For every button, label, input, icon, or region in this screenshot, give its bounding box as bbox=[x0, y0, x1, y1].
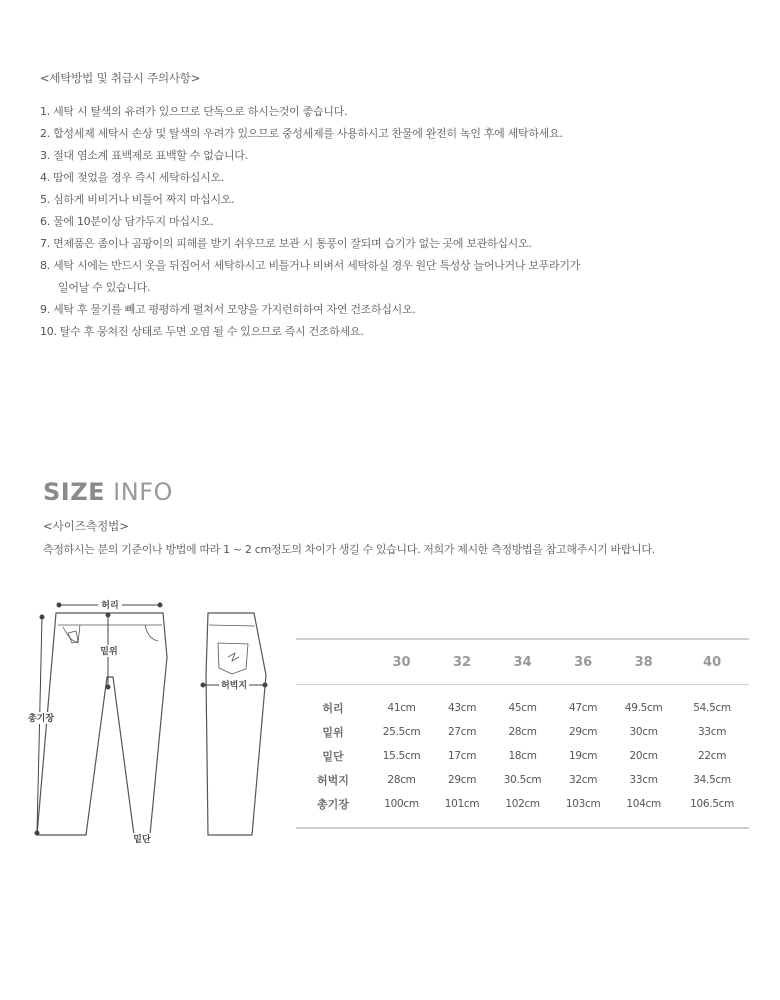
table-cell: 100cm bbox=[370, 792, 433, 828]
care-item: 2. 합성세제 세탁시 손상 및 탈색의 우려가 있으므로 중성세제를 사용하시고 찬물에 완전히 녹인 후에 세탁하세요. bbox=[40, 127, 563, 140]
table-cell: 29cm bbox=[569, 726, 598, 738]
table-cell: 102cm bbox=[491, 792, 554, 828]
table-cell: 43cm bbox=[447, 702, 477, 714]
table-cell: 19cm bbox=[569, 750, 598, 762]
care-item: 7. 면제품은 좀이나 곰팡이의 피해를 받기 쉬우므로 보관 시 통풍이 잘되며 습기가 없는 곳에 보관하십시오. bbox=[40, 237, 532, 250]
row-label: 밑단 bbox=[322, 750, 344, 763]
front-pants-outline bbox=[55, 611, 174, 835]
care-title: <세탁방법 및 취급시 주의사항> bbox=[40, 71, 201, 85]
table-row bbox=[296, 768, 749, 792]
care-item: 6. 물에 10분이상 담가두지 마십시오. bbox=[40, 215, 214, 228]
label-thigh: 허벅지 bbox=[220, 681, 248, 691]
size-header: 30 bbox=[370, 639, 433, 685]
care-item: 9. 세탁 후 물기를 빼고 평평하게 펼쳐서 모양을 가지런히하여 자연 건조하십시오. bbox=[40, 303, 416, 316]
size-header: 38 bbox=[612, 639, 675, 685]
size-header: 36 bbox=[554, 639, 612, 685]
table-cell: 49.5cm bbox=[624, 702, 663, 714]
table-cell: 30.5cm bbox=[503, 774, 542, 786]
row-label: 허벅지 bbox=[317, 774, 349, 787]
table-cell: 22cm bbox=[698, 750, 727, 762]
table-row bbox=[296, 792, 749, 828]
table-row bbox=[296, 720, 749, 744]
table-cell: 45cm bbox=[508, 702, 537, 714]
size-info-heading bbox=[43, 478, 173, 506]
table-cell: 33cm bbox=[698, 726, 727, 738]
label-length: 총기장 bbox=[27, 714, 55, 724]
table-cell: 17cm bbox=[447, 750, 477, 762]
row-label: 총기장 bbox=[296, 792, 370, 828]
table-cell: 28cm bbox=[387, 774, 416, 786]
care-item: 5. 심하게 비비거나 비틀어 짜지 마십시오. bbox=[40, 193, 235, 206]
table-cell: 33cm bbox=[629, 774, 658, 786]
table-cell: 47cm bbox=[569, 702, 598, 714]
size-header: 32 bbox=[433, 639, 491, 685]
table-cell: 54.5cm bbox=[693, 702, 731, 714]
row-label: 허리 bbox=[322, 702, 344, 715]
measure-method-desc: 측정하시는 분의 기준이나 방법에 따라 1 ~ 2 cm정도의 차이가 생길 수 있습니다. 저희가 제시한 측정방법을 참고해주시기 바랍니다. bbox=[43, 543, 655, 556]
size-heading-bold: SIZE bbox=[43, 478, 106, 506]
table-row bbox=[296, 685, 749, 721]
care-item: 3. 절대 염소계 표백제로 표백할 수 없습니다. bbox=[40, 149, 248, 162]
table-cell: 103cm bbox=[554, 792, 612, 828]
size-heading-light: INFO bbox=[113, 478, 173, 506]
table-cell: 25.5cm bbox=[382, 726, 421, 738]
care-item-continuation: 일어날 수 있습니다. bbox=[58, 281, 151, 294]
table-cell: 41cm bbox=[387, 702, 416, 714]
pants-diagram bbox=[20, 595, 285, 855]
table-cell: 104cm bbox=[612, 792, 675, 828]
table-row bbox=[296, 744, 749, 768]
table-cell: 15.5cm bbox=[382, 750, 421, 762]
size-header-empty bbox=[296, 639, 370, 685]
care-item: 4. 땀에 젖었을 경우 즉시 세탁하십시오. bbox=[40, 171, 224, 184]
size-header-row bbox=[296, 639, 749, 685]
table-cell: 30cm bbox=[629, 726, 658, 738]
size-header: 40 bbox=[675, 639, 749, 685]
table-cell: 18cm bbox=[508, 750, 537, 762]
label-rise: 밑위 bbox=[100, 647, 118, 657]
back-pants-shape bbox=[206, 613, 266, 835]
size-table bbox=[296, 638, 749, 829]
care-item: 10. 탈수 후 뭉쳐진 상태로 두면 오염 될 수 있으므로 즉시 건조하세요. bbox=[40, 325, 364, 338]
table-cell: 34.5cm bbox=[693, 774, 731, 786]
label-waist: 허리 bbox=[101, 601, 119, 611]
size-header: 34 bbox=[491, 639, 554, 685]
table-cell: 32cm bbox=[569, 774, 598, 786]
table-cell: 28cm bbox=[508, 726, 537, 738]
row-label: 밑위 bbox=[322, 726, 344, 739]
care-list bbox=[40, 101, 580, 343]
table-cell: 101cm bbox=[433, 792, 491, 828]
care-item: 8. 세탁 시에는 반드시 옷을 뒤집어서 세탁하시고 비틀거나 비벼서 세탁하실 경우 원단 특성상 늘어나거나 보푸라기가 bbox=[40, 259, 580, 272]
table-cell: 27cm bbox=[447, 726, 477, 738]
table-cell: 106.5cm bbox=[675, 792, 749, 828]
label-hem: 밑단 bbox=[133, 835, 151, 845]
table-cell: 29cm bbox=[447, 774, 477, 786]
measure-method-title: <사이즈측정법> bbox=[43, 519, 129, 533]
care-item: 1. 세탁 시 탈색의 유려가 있으므로 단독으로 하시는것이 좋습니다. bbox=[40, 105, 348, 118]
table-cell: 20cm bbox=[629, 750, 658, 762]
